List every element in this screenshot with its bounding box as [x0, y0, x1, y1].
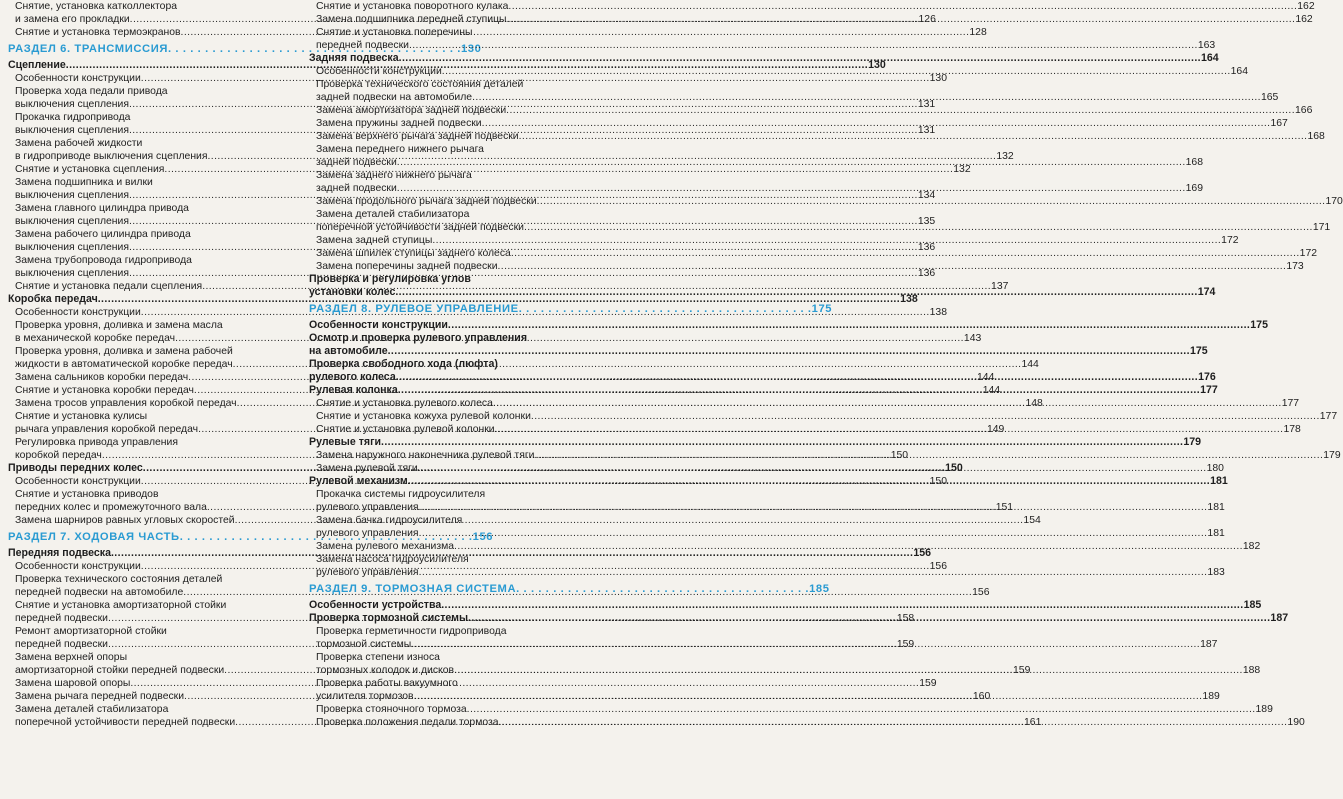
entry-title: установки колес — [309, 286, 396, 298]
toc-entry — [8, 228, 298, 241]
entry-title: Проверка свободного хода (люфта) — [309, 358, 498, 370]
entry-title: Задняя подвеска — [309, 52, 399, 64]
page-number: 167 — [1270, 118, 1288, 129]
page-number: 181 — [1210, 475, 1228, 487]
toc-entry — [309, 208, 593, 221]
page-number: 135 — [917, 216, 936, 227]
entry-title: Замена заднего нижнего рычага — [316, 170, 472, 181]
page-number: 132 — [953, 164, 971, 175]
page-number: 168 — [1307, 131, 1325, 142]
page-number: 187 — [1200, 639, 1218, 650]
dot-leader — [531, 410, 1320, 423]
page-number: 138 — [900, 293, 918, 305]
toc-entry — [309, 677, 593, 690]
page-number: 179 — [1323, 450, 1341, 461]
entry-title: в гидроприводе выключения сцепления — [15, 151, 208, 162]
entry-title: Замена деталей стабилизатора — [15, 704, 169, 715]
page-number: 143 — [963, 333, 982, 344]
entry-title: Коробка передач — [8, 293, 98, 305]
toc-entry — [309, 488, 593, 501]
entry-title: жидкости в автоматической коробке передач — [15, 359, 233, 370]
page-number: 156 — [972, 587, 990, 598]
entry-title: Рулевая колонка — [309, 384, 398, 396]
dot-leader — [442, 65, 1231, 78]
entry-title: Замена переднего нижнего рычага — [316, 144, 484, 155]
dot-leader — [397, 182, 1186, 195]
page-number: 178 — [1283, 424, 1301, 435]
entry-title: Замена задней ступицы — [316, 235, 433, 246]
toc-entry — [8, 0, 298, 13]
entry-title: Передняя подвеска — [8, 547, 111, 559]
page-number: 190 — [1287, 717, 1305, 728]
toc-entry — [309, 651, 593, 664]
page-number: 158 — [896, 613, 915, 624]
entry-title: выключения сцепления — [15, 125, 129, 136]
entry-title: Проверка и регулировка углов — [309, 273, 471, 285]
page-number: 162 — [1295, 14, 1313, 25]
page-number: 151 — [995, 502, 1014, 513]
entry-title: Замена бачка гидроусилителя — [316, 515, 463, 526]
entry-title: Снятие и установка кулисы — [15, 411, 148, 422]
toc-entry — [8, 599, 298, 612]
toc-entry — [8, 625, 298, 638]
entry-title: Проверка степени износа — [316, 652, 440, 663]
dot-leader — [516, 579, 809, 599]
toc-entry — [8, 202, 298, 215]
page-number: 156 — [913, 547, 932, 559]
page-number: 181 — [1207, 528, 1225, 539]
toc-entry-bold — [309, 345, 1208, 358]
entry-title: Замена рабочей жидкости — [15, 138, 143, 149]
entry-title: амортизаторной стойки передней подвески — [15, 665, 225, 676]
page-number: 128 — [969, 27, 987, 38]
dot-leader — [397, 156, 1186, 169]
entry-title: Замена трубопровода гидропривода — [15, 255, 192, 266]
page-number: 134 — [917, 190, 936, 201]
dot-leader — [467, 703, 1256, 716]
toc-entry — [309, 514, 593, 527]
entry-title: задней подвески — [316, 157, 397, 168]
page-number: 175 — [1189, 345, 1208, 357]
page-number: 159 — [919, 678, 937, 689]
entry-title: тормозных колодок и дисков — [316, 665, 454, 676]
toc-entry — [309, 625, 593, 638]
page-number: 163 — [1197, 40, 1216, 51]
entry-title: выключения сцепления — [15, 99, 129, 110]
entry-title: Особенности устройства — [309, 599, 442, 611]
entry-title: Снятие и установка рулевого колеса — [316, 398, 493, 409]
toc-entry — [309, 78, 593, 91]
page-number: 175 — [811, 303, 833, 315]
dot-leader — [441, 599, 1243, 612]
page-number: 150 — [929, 476, 947, 487]
dot-leader — [419, 501, 1208, 514]
toc-entry-bold — [309, 358, 593, 371]
entry-title: передней подвески на автомобиле — [15, 587, 184, 598]
page-number: 150 — [890, 450, 909, 461]
entry-title: Особенности конструкции — [15, 476, 141, 487]
page-number: 177 — [1281, 398, 1300, 409]
page-number: 170 — [1325, 196, 1343, 207]
entry-title: Проверка работы вакуумного — [316, 678, 458, 689]
page-number: 175 — [1250, 319, 1268, 331]
entry-title: рулевого управления — [316, 502, 419, 513]
entry-title: рычага управления коробкой передач — [15, 424, 199, 435]
dot-leader — [432, 234, 1221, 247]
page-number: 177 — [1200, 384, 1218, 396]
page-number: 164 — [1201, 52, 1219, 64]
entry-title: и замена его прокладки — [15, 14, 130, 25]
dot-leader — [507, 13, 1296, 26]
dot-leader — [498, 260, 1287, 273]
dot-leader — [511, 247, 1300, 260]
page-number: 180 — [1206, 463, 1224, 474]
entry-title: тормозной системы — [316, 639, 412, 650]
entry-title: Особенности конструкции — [15, 73, 141, 84]
entry-title: Ремонт амортизаторной стойки — [15, 626, 167, 637]
entry-title: поперечной устойчивости передней подвески — [15, 717, 236, 728]
dot-leader — [399, 52, 1201, 65]
dot-leader — [468, 612, 1270, 625]
entry-title: Замена шпилек ступицы заднего колеса — [316, 248, 511, 259]
page-number: 132 — [996, 151, 1014, 162]
entry-title: Замена амортизатора задней подвески — [316, 105, 507, 116]
section-heading — [309, 579, 830, 599]
entry-title: Сцепление — [8, 59, 66, 71]
dot-leader — [454, 664, 1243, 677]
page-number: 172 — [1221, 235, 1239, 246]
entry-title: Снятие и установка поворотного кулака — [316, 1, 509, 12]
entry-title: Замена сальников коробки передач — [15, 372, 189, 383]
entry-title: Замена верхнего рычага задней подвески — [316, 131, 519, 142]
entry-title: Снятие и установка педали сцепления — [15, 281, 203, 292]
entry-title: Замена пружины задней подвески — [316, 118, 482, 129]
page-number: 154 — [1023, 515, 1041, 526]
page-number: 159 — [896, 639, 915, 650]
entry-title: РАЗДЕЛ 7. ХОДОВАЯ ЧАСТЬ — [8, 531, 180, 543]
page-number: 171 — [1312, 222, 1331, 233]
toc-entry — [309, 234, 1239, 247]
entry-title: Замена продольного рычага задней подвески — [316, 196, 537, 207]
entry-title: Проверка хода педали привода — [15, 86, 168, 97]
page-number: 183 — [1207, 567, 1225, 578]
page-number: 159 — [1013, 665, 1031, 676]
page-number: 126 — [918, 14, 936, 25]
dot-leader — [454, 540, 1243, 553]
dot-leader — [409, 39, 1198, 52]
dot-leader — [537, 195, 1326, 208]
entry-title: Особенности конструкции — [15, 307, 141, 318]
page-number: 136 — [917, 268, 936, 279]
toc-entry — [309, 0, 1315, 13]
entry-title: Прокачка гидропривода — [15, 112, 131, 123]
entry-title: на автомобиле — [309, 345, 388, 357]
toc-entry — [8, 345, 298, 358]
entry-title: РАЗДЕЛ 9. ТОРМОЗНАЯ СИСТЕМА — [309, 583, 517, 595]
entry-title: Проверка положения педали тормоза — [316, 717, 499, 728]
entry-title: выключения сцепления — [15, 268, 129, 279]
dot-leader — [495, 423, 1284, 436]
toc-entry — [8, 410, 298, 423]
page-number: 144 — [1021, 359, 1039, 370]
entry-title: Замена рулевого механизма — [316, 541, 455, 552]
entry-title: Рулевые тяги — [309, 436, 381, 448]
dot-leader — [419, 527, 1208, 540]
entry-title: рулевого управления — [316, 567, 419, 578]
entry-title: передней подвески — [15, 639, 108, 650]
page-number: 156 — [472, 531, 494, 543]
page-number: 156 — [929, 561, 947, 572]
toc-entry — [8, 111, 298, 124]
entry-title: Замена рычага передней подвески — [15, 691, 185, 702]
dot-leader — [448, 319, 1250, 332]
entry-title: Замена шарниров равных угловых скоростей — [15, 515, 235, 526]
toc-entry-bold — [309, 332, 593, 345]
entry-title: Проверка стояночного тормоза — [316, 704, 467, 715]
page-number: 179 — [1183, 436, 1202, 448]
page-number: 176 — [1198, 371, 1216, 383]
dot-leader — [499, 716, 1288, 729]
page-number: 161 — [1024, 717, 1042, 728]
entry-title: выключения сцепления — [15, 216, 129, 227]
page-number: 169 — [1185, 183, 1203, 194]
entry-title: в механической коробке передач — [15, 333, 176, 344]
toc-entry-bold — [309, 599, 1262, 612]
toc-entry-bold — [309, 319, 1268, 332]
entry-title: выключения сцепления — [15, 242, 129, 253]
page-number: 130 — [929, 73, 947, 84]
entry-title: Снятие, установка катколлектора — [15, 1, 177, 12]
dot-leader — [482, 117, 1271, 130]
entry-title: Замена верхней опоры — [15, 652, 128, 663]
page-number: 188 — [1242, 665, 1261, 676]
dot-leader — [519, 130, 1308, 143]
page-number: 160 — [972, 691, 991, 702]
entry-title: Замена поперечины задней подвески — [316, 261, 498, 272]
toc-entry — [309, 143, 593, 156]
page-number: 174 — [1197, 286, 1216, 298]
entry-title: Проверка технического состояния деталей — [15, 574, 223, 585]
toc-entry — [8, 85, 298, 98]
toc-entry-bold — [8, 293, 918, 306]
toc-entry — [8, 436, 298, 449]
entry-title: Осмотр и проверка рулевого управления — [309, 332, 528, 344]
toc-entry — [309, 91, 1279, 104]
page-number: 131 — [917, 99, 936, 110]
page-number: 181 — [1207, 502, 1225, 513]
entry-title: Снятие и установка рулевой колонки — [316, 424, 495, 435]
toc-entry — [8, 573, 298, 586]
page-number: 149 — [986, 424, 1005, 435]
toc-entry — [8, 319, 298, 332]
page-number: 137 — [991, 281, 1009, 292]
dot-leader — [419, 566, 1208, 579]
entry-title: рулевого управления — [316, 528, 419, 539]
page-number: 162 — [1297, 1, 1315, 12]
page-number: 144 — [977, 372, 995, 383]
entry-title: передней подвески — [15, 613, 108, 624]
entry-title: задней подвески на автомобиле — [316, 92, 473, 103]
entry-title: Проверка тормозной системы — [309, 612, 469, 624]
page-number: 136 — [917, 242, 936, 253]
page-number: 185 — [1243, 599, 1262, 611]
entry-title: РАЗДЕЛ 8. РУЛЕВОЕ УПРАВЛЕНИЕ — [309, 303, 519, 315]
entry-title: Замена подшипника передней ступицы — [316, 14, 507, 25]
page-number: 189 — [1202, 691, 1220, 702]
toc-entry — [8, 137, 298, 150]
entry-title: Рулевой механизм — [309, 475, 408, 487]
dot-leader — [381, 436, 1183, 449]
toc-entry — [309, 39, 1216, 52]
dot-leader — [519, 299, 812, 319]
toc-entry-bold — [309, 436, 1202, 449]
entry-title: Снятие и установка кожуха рулевой колонки — [316, 411, 531, 422]
dot-leader — [388, 345, 1190, 358]
dot-leader — [472, 91, 1261, 104]
entry-title: Снятие и установка приводов — [15, 489, 159, 500]
page-number: 189 — [1255, 704, 1273, 715]
entry-title: выключения сцепления — [15, 190, 129, 201]
toc-entry — [8, 254, 298, 267]
toc-entry — [309, 117, 1288, 130]
page-number: 173 — [1286, 261, 1304, 272]
page-number: 177 — [1319, 411, 1338, 422]
toc-entry — [309, 182, 1203, 195]
page-number: 138 — [929, 307, 947, 318]
entry-title: Проверка герметичности гидропривода — [316, 626, 507, 637]
entry-title: РАЗДЕЛ 6. ТРАНСМИССИЯ — [8, 43, 168, 55]
entry-title: Замена главного цилиндра привода — [15, 203, 189, 214]
entry-title: Замена рулевой тяги — [316, 463, 418, 474]
dot-leader — [396, 371, 1198, 384]
page-number: 150 — [945, 462, 963, 474]
dot-leader — [395, 286, 1197, 299]
entry-title: поперечной устойчивости задней подвески — [316, 222, 524, 233]
dot-leader — [418, 462, 1207, 475]
dot-leader — [411, 638, 1200, 651]
page-number: 166 — [1295, 105, 1313, 116]
toc-entry — [309, 410, 1338, 423]
toc-entry — [309, 553, 593, 566]
toc-entry — [309, 169, 593, 182]
entry-title: Замена шаровой опоры — [15, 678, 131, 689]
dot-leader — [398, 384, 1200, 397]
toc-entry-bold — [309, 273, 593, 286]
entry-title: Проверка уровня, доливка и замена рабочей — [15, 346, 233, 357]
entry-title: Замена тросов управления коробкой передач — [15, 398, 237, 409]
toc-entry — [309, 260, 1304, 273]
page-number: 164 — [1230, 66, 1248, 77]
toc-entry — [309, 26, 593, 39]
entry-title: Регулировка привода управления — [15, 437, 178, 448]
dot-leader — [524, 221, 1313, 234]
entry-title: Замена подшипника и вилки — [15, 177, 153, 188]
entry-title: передней подвески — [316, 40, 409, 51]
dot-leader — [414, 690, 1203, 703]
page-number: 185 — [809, 583, 830, 595]
page-number: 130 — [460, 43, 482, 55]
toc-entry — [8, 488, 298, 501]
entry-title: усилителя тормозов — [316, 691, 414, 702]
dot-leader — [506, 104, 1295, 117]
entry-title: Снятие и установка коробки передач — [15, 385, 194, 396]
entry-title: коробкой передач — [15, 450, 102, 461]
entry-title: Снятие и установка амортизаторной стойки — [15, 600, 227, 611]
page-number: 131 — [917, 125, 936, 136]
toc-entry — [8, 703, 298, 716]
entry-title: Снятие и установка поперечины — [316, 27, 473, 38]
page-number: 182 — [1242, 541, 1261, 552]
entry-title: задней подвески — [316, 183, 397, 194]
entry-title: передних колес и промежуточного вала — [15, 502, 207, 513]
entry-title: Прокачка системы гидроусилителя — [316, 489, 486, 500]
dot-leader — [408, 475, 1210, 488]
entry-title: Замена деталей стабилизатора — [316, 209, 470, 220]
entry-title: рулевого колеса — [309, 371, 396, 383]
toc-entry — [8, 176, 298, 189]
dot-leader — [508, 0, 1297, 13]
page-number: 148 — [1025, 398, 1043, 409]
toc-entry — [309, 703, 1273, 716]
page-number: 165 — [1260, 92, 1279, 103]
section-heading — [309, 299, 833, 319]
page-number: 144 — [982, 385, 1001, 396]
entry-title: Проверка уровня, доливка и замена масла — [15, 320, 223, 331]
toc-entry — [8, 651, 298, 664]
entry-title: Проверка технического состояния деталей — [316, 79, 524, 90]
page-number: 187 — [1270, 612, 1289, 624]
toc-entry — [309, 527, 1225, 540]
page-number: 130 — [868, 59, 886, 71]
page-number: 168 — [1185, 157, 1203, 168]
entry-title: Замена наружного наконечника рулевой тяги — [316, 450, 535, 461]
dot-leader — [493, 397, 1282, 410]
dot-leader — [534, 449, 1323, 462]
entry-title: Приводы передних колес — [8, 462, 143, 474]
entry-title: Снятие и установка термоэкранов — [15, 27, 181, 38]
entry-title: Замена рабочего цилиндра привода — [15, 229, 191, 240]
entry-title: Особенности конструкции — [316, 66, 442, 77]
page-number: 172 — [1299, 248, 1318, 259]
entry-title: Особенности конструкции — [309, 319, 448, 331]
entry-title: Особенности конструкции — [15, 561, 141, 572]
entry-title: Снятие и установка сцепления — [15, 164, 165, 175]
entry-title: Замена насоса гидроусилителя — [316, 554, 469, 565]
